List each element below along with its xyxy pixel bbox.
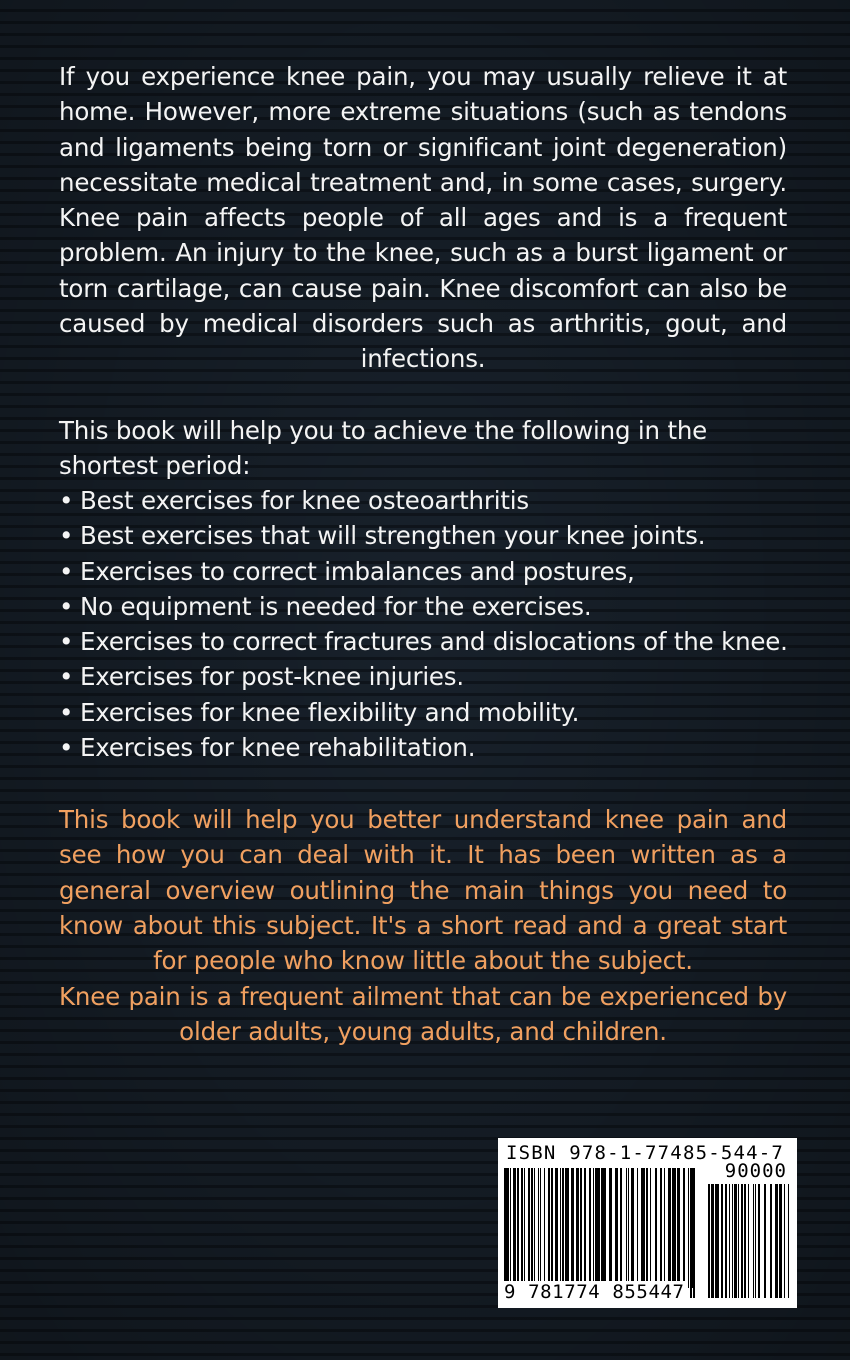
closing-paragraph: Knee pain is a frequent ailment that can be experienced by older adults, young adults, and children. xyxy=(59,982,787,1047)
list-item-text: Exercises to correct fractures and dislocations of the knee. xyxy=(80,627,788,657)
list-item-text: No equipment is needed for the exercises. xyxy=(80,591,592,621)
list-item-text: Exercises for knee flexibility and mobility. xyxy=(80,697,580,727)
list-item-text: Exercises to correct imbalances and postures, xyxy=(80,556,635,586)
list-item xyxy=(59,730,799,765)
bullet-icon: • xyxy=(59,662,74,692)
bullet-icon: • xyxy=(59,521,74,551)
list-item xyxy=(59,659,799,694)
list-item xyxy=(59,518,799,553)
benefits-intro: This book will help you to achieve the following in the shortest period: xyxy=(59,416,708,481)
bullet-icon: • xyxy=(59,697,74,727)
description-paragraph: If you experience knee pain, you may usually relieve it at home. However, more extreme situations (such as tendons and ligaments being torn or significant joint degeneration) necessitate medical treatment and, in some cases, surgery. Knee pain affects people of all ages and is a frequent problem. An injury to the knee, such as a burst ligament or torn cartilage, can cause pain. Knee discomfort can also be caused by medical disorders such as arthritis, gout, and infections. xyxy=(59,62,787,374)
highlight-paragraph: This book will help you better understand knee pain and see how you can deal with it. It has been written as a general overview outlining the main things you need to know about this subject. It's a short read and a great start for people who know little about the subject. xyxy=(59,805,787,976)
price-code: 90000 xyxy=(724,1160,787,1182)
ean-number: 9 781774 855447 xyxy=(504,1281,685,1303)
benefits-list xyxy=(59,483,799,765)
list-item-text: Best exercises that will strengthen your knee joints. xyxy=(80,521,706,551)
list-item xyxy=(59,483,799,518)
list-item xyxy=(59,624,799,659)
bullet-icon: • xyxy=(59,733,74,763)
list-item xyxy=(59,554,799,589)
list-item-text: Exercises for knee rehabilitation. xyxy=(80,733,476,763)
bullet-icon: • xyxy=(59,591,74,621)
list-item xyxy=(59,589,799,624)
bullet-icon: • xyxy=(59,627,74,657)
bullet-icon: • xyxy=(59,556,74,586)
isbn-label: ISBN 978-1-77485-544-7 xyxy=(506,1142,785,1164)
list-item xyxy=(59,695,799,730)
bullet-icon: • xyxy=(59,486,74,515)
list-item-text: Exercises for post-knee injuries. xyxy=(80,662,464,692)
list-item-text: Best exercises for knee osteoarthritis xyxy=(80,486,529,515)
isbn-barcode xyxy=(498,1138,797,1308)
